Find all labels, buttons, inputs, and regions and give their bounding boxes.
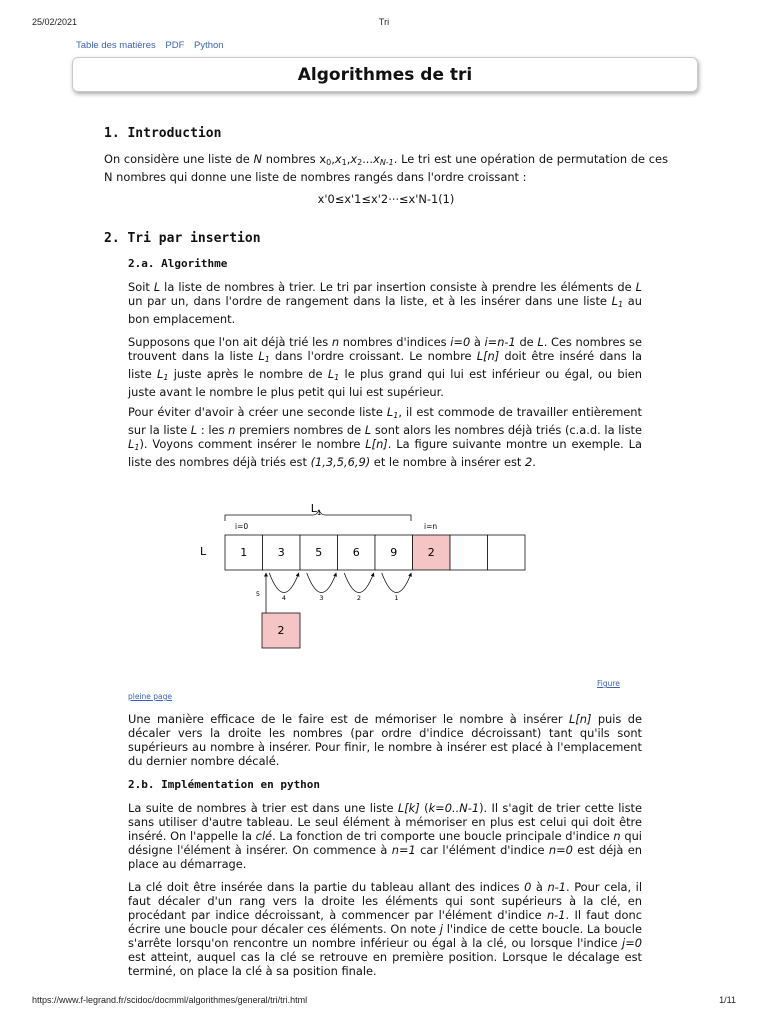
shift-arrow-label: 3 bbox=[319, 594, 324, 602]
array-cell-value: 1 bbox=[240, 546, 248, 559]
formula-1: x'0≤x'1≤x'2⋅⋅⋅≤x'N-1(1) bbox=[317, 192, 455, 206]
label-in: i=n bbox=[424, 522, 438, 531]
cell-row bbox=[225, 535, 525, 570]
shift-arrow bbox=[344, 573, 374, 593]
page-number: 1/11 bbox=[719, 995, 736, 1005]
array-cell bbox=[488, 535, 526, 570]
insertion-figure bbox=[195, 500, 535, 660]
print-date: 25/02/2021 bbox=[32, 17, 78, 27]
algo-paragraph-3: Pour éviter d'avoir à créer une seconde liste $L_1$, il est commode de travailler entièrement sur la liste L : les n premiers nombres de L sont alors les nombres déjà triés (c.a.d. la liste $L_1$). Voyons comment insérer le nombre L[n]. La figure suivante montre un exemple. La liste des nombres déjà triés est (1,3,5,6,9) et le nombre à insérer est 2. bbox=[128, 405, 642, 469]
impl-paragraph-2: La clé doit être insérée dans la partie du tableau allant des indices 0 à n-1. Pour cela, il faut décaler d'un rang vers la droite les éléments qui sont supérieurs à la clé, en procédant par indice décroissant, à commencer par l'élément d'indice n-1. Il faut donc écrire une boucle pour décaler ces éléments. On note j l'indice de cette boucle. La boucle s'arrête lorsqu'on rencontre un nombre inférieur ou égal à la clé, ou lorsque l'indice j=0 est atteint, auquel cas la clé se retrouve en première position. Lorsque le décalage est terminé, on place la clé à sa position finale. bbox=[128, 880, 643, 978]
array-cell-value: 2 bbox=[427, 546, 435, 559]
subsection-heading-python: 2.b. Implémentation en python bbox=[128, 778, 321, 791]
nav-link-python[interactable]: Python bbox=[194, 40, 224, 51]
print-header bbox=[32, 17, 736, 31]
algo-paragraph-4: Une manière efficace de le faire est de mémoriser le nombre à insérer L[n] puis de décaler vers la droite les nombres (par ordre d'indice décroissant) tant qu'ils sont supérieurs au nombre à insérer. Pour finir, le nombre à insérer est placé à l'emplacement du dernier nombre décalé. bbox=[128, 712, 642, 768]
shift-arrow bbox=[382, 573, 412, 593]
shift-arrow-label: 4 bbox=[281, 594, 287, 602]
array-cell-value: 9 bbox=[390, 546, 398, 559]
algo-paragraph-1: Soit L la liste de nombres à trier. Le tri par insertion consiste à prendre les éléments de L un par un, dans l'ordre de rangement dans la liste, et à les insérer dans une liste $L_1$ au bon emplacement. bbox=[128, 280, 642, 326]
brace-label: $L_1$ bbox=[310, 502, 322, 517]
label-i0: i=0 bbox=[235, 522, 249, 531]
full-page-link[interactable]: pleine page bbox=[128, 692, 173, 701]
algo-paragraph-2: Supposons que l'on ait déjà trié les n nombres d'indices i=0 à i=n-1 de L. Ces nombres se trouvent dans la liste $L_1$ dans l'ordre croissant. Le nombre L[n] doit être inséré dans la liste $L_1$ juste après le nombre de $L_1$ le plus grand qui lui est inférieur ou égal, ou bien juste avant le nombre le plus petit qui lui est supérieur. bbox=[128, 335, 642, 399]
array-cell-value: 3 bbox=[277, 546, 285, 559]
figure-link[interactable]: Figure bbox=[597, 679, 620, 688]
shift-arrow bbox=[269, 573, 299, 593]
nav-link-pdf[interactable]: PDF bbox=[165, 40, 185, 51]
section-heading-insertion: 2. Tri par insertion bbox=[104, 231, 261, 246]
array-cell-value: 6 bbox=[352, 546, 360, 559]
subsection-heading-algorithme: 2.a. Algorithme bbox=[128, 257, 228, 270]
page-title: Algorithmes de tri bbox=[297, 64, 473, 85]
moved-cell-value: 2 bbox=[277, 624, 285, 637]
arrow-up-label: 5 bbox=[255, 590, 260, 598]
shift-arrow-label: 2 bbox=[356, 594, 362, 602]
nav-link-toc[interactable]: Table des matières bbox=[76, 40, 156, 51]
shift-arrows bbox=[269, 573, 411, 602]
print-url: https://www.f-legrand.fr/scidoc/docmml/algorithmes/general/tri/tri.html bbox=[32, 995, 308, 1005]
array-cell bbox=[450, 535, 488, 570]
print-footer bbox=[32, 995, 736, 1009]
row-label: L bbox=[200, 545, 207, 558]
shift-arrow-label: 1 bbox=[394, 594, 399, 602]
title-box bbox=[72, 57, 698, 92]
top-nav bbox=[76, 40, 231, 51]
print-title: Tri bbox=[378, 17, 390, 27]
array-cell-value: 5 bbox=[315, 546, 323, 559]
section-heading-introduction: 1. Introduction bbox=[104, 126, 222, 141]
shift-arrow bbox=[307, 573, 337, 593]
intro-paragraph: On considère une liste de N nombres $x_0,x_1,x_2...x_{N-1}$. Le tri est une opération de permutation de ces N nombres qui donne une liste de nombres rangés dans l'ordre croissant : bbox=[104, 152, 669, 184]
impl-paragraph-1: La suite de nombres à trier est dans une liste L[k] (k=0..N-1). Il s'agit de trier cette liste sans utiliser d'autre tableau. Le seul élément à mémoriser en plus est celui qui doit être inséré. On l'appelle la clé. La fonction de tri comporte une boucle principale d'indice n qui désigne l'élément à insérer. On commence à n=1 car l'élément d'indice n=0 est déjà en place au démarrage. bbox=[128, 801, 643, 871]
